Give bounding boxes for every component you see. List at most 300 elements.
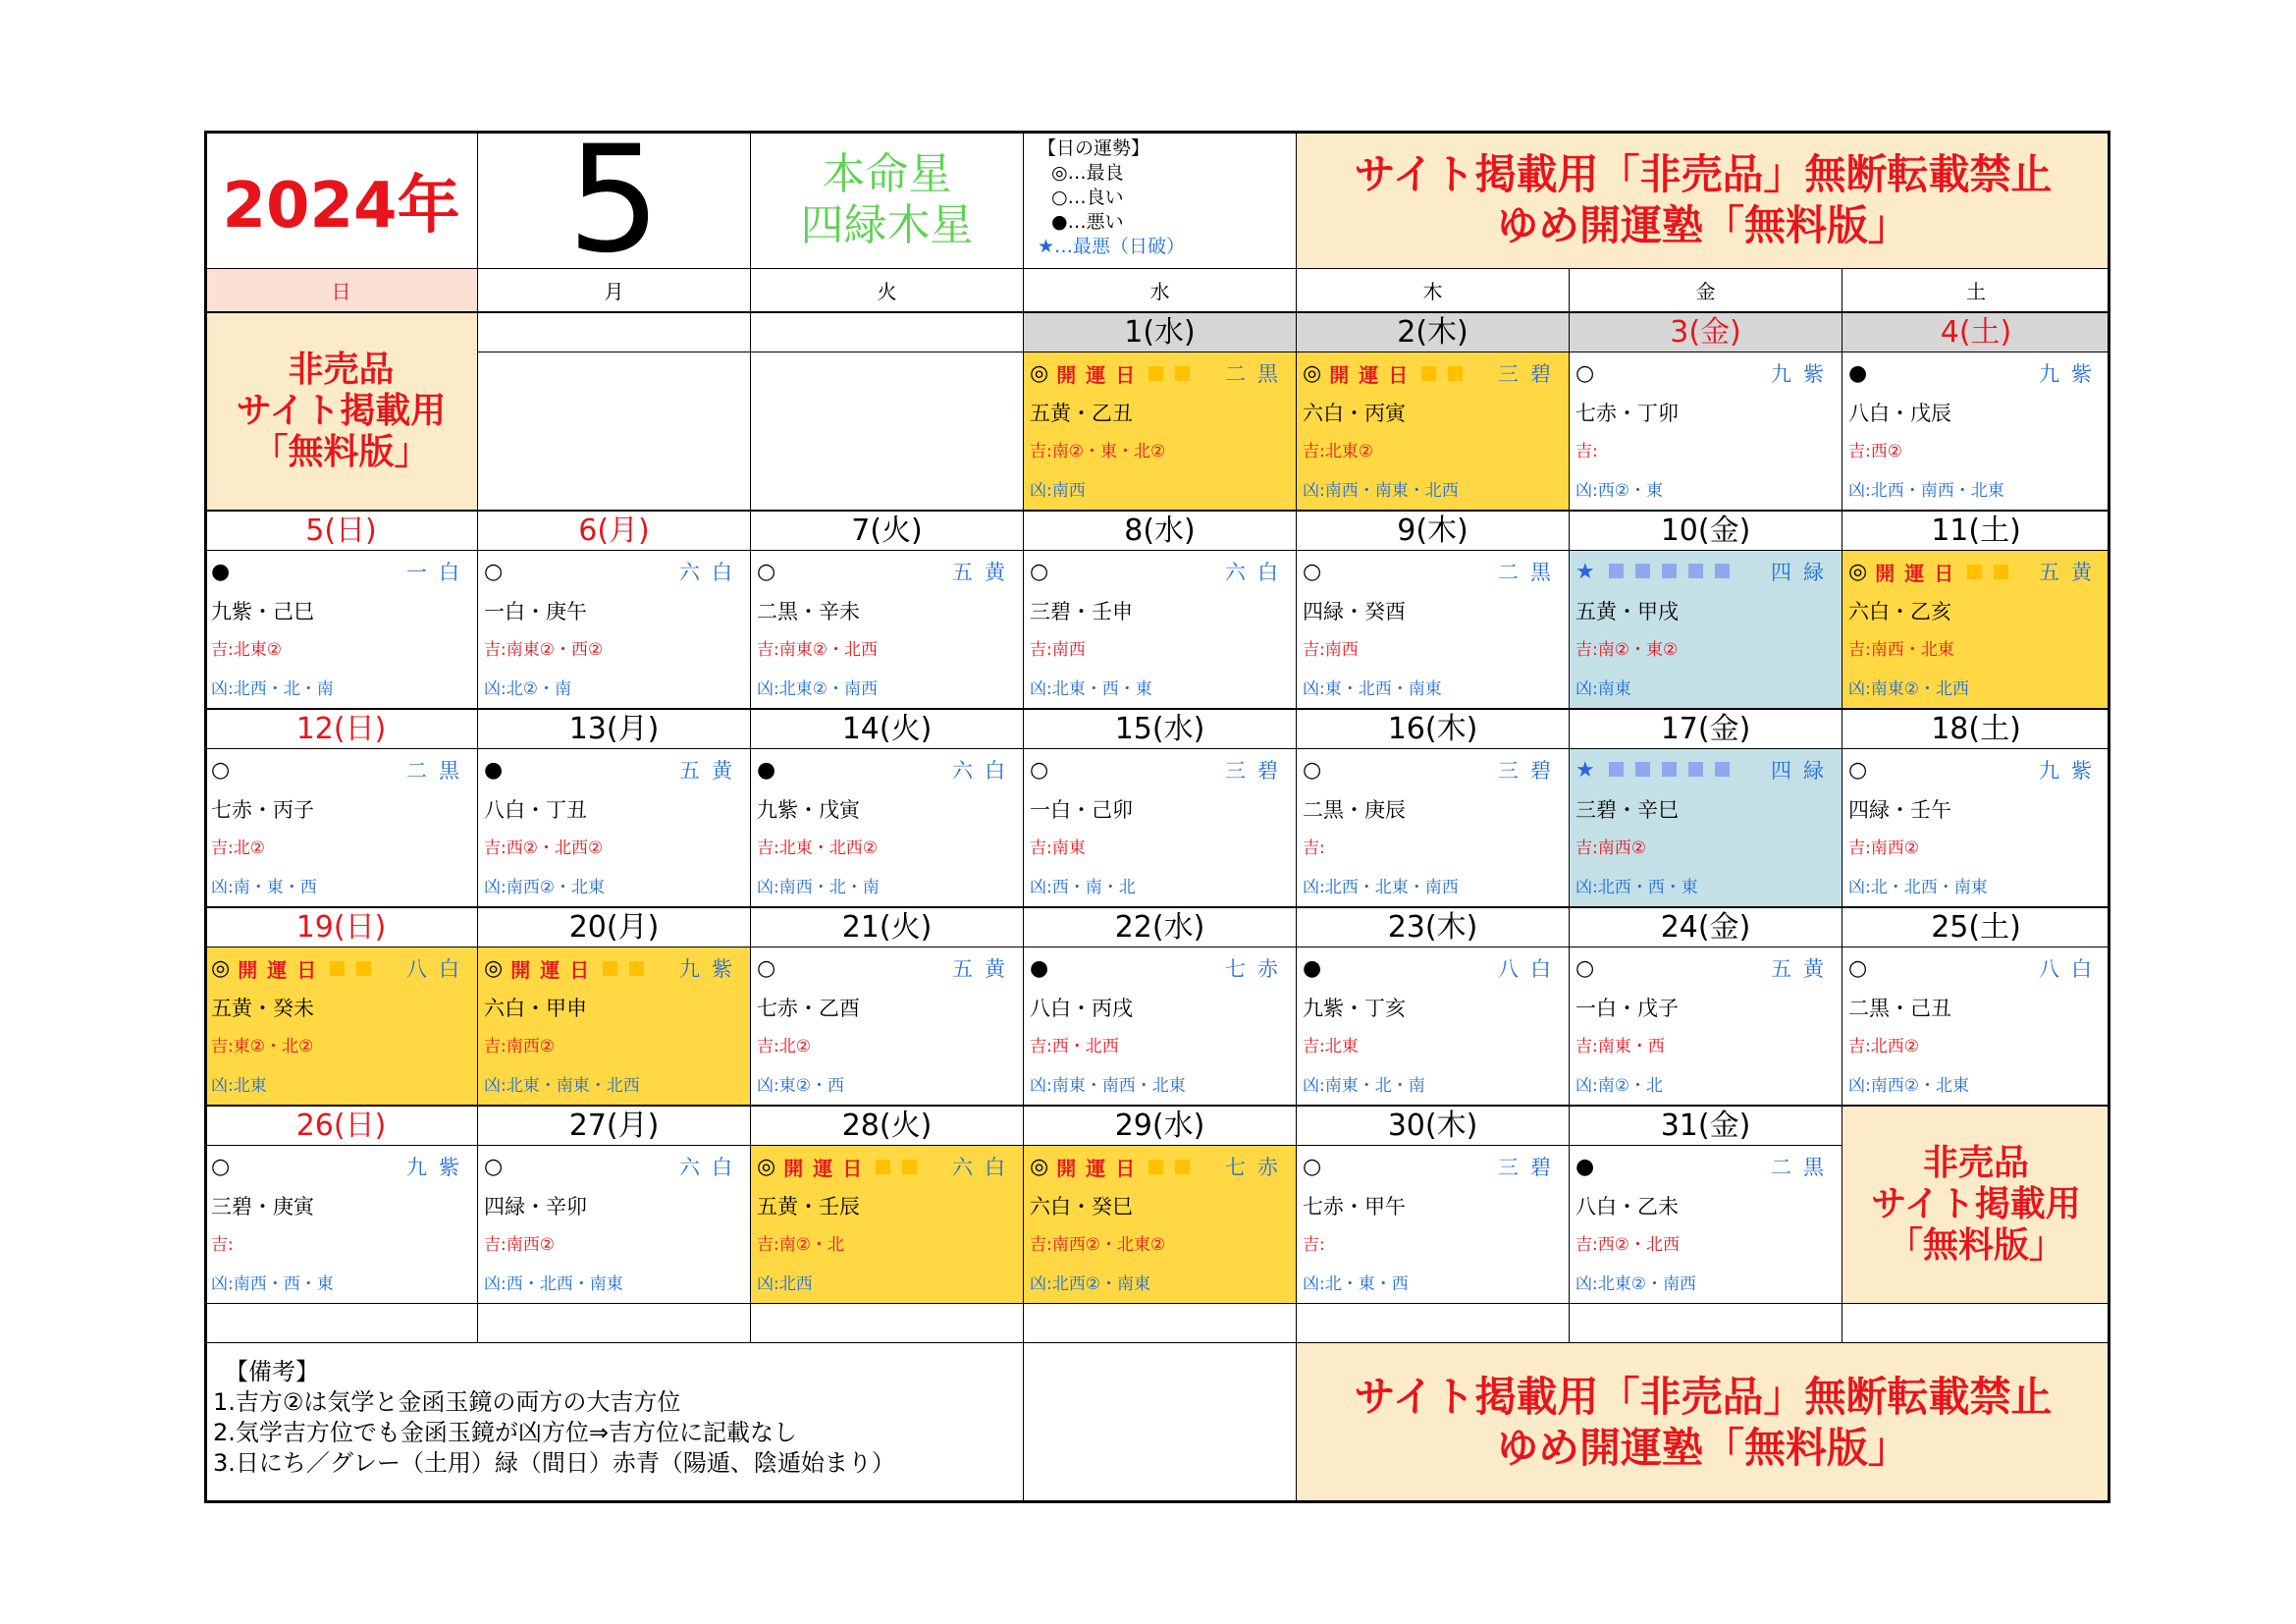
day-cell[interactable] (1842, 947, 2110, 1106)
day-number: 16(木) (1387, 711, 1478, 746)
nonsale-line2: サイト掲載用 (1871, 1184, 2081, 1224)
square-icon (1148, 366, 1163, 381)
day-number: 2(木) (1397, 314, 1468, 350)
day-number: 29(水) (1114, 1108, 1205, 1143)
square-icon (1609, 564, 1624, 578)
day-label-cell (477, 511, 751, 551)
weekday-label: 火 (877, 280, 897, 303)
fortune-line (1303, 953, 1563, 983)
spacer-cell (1569, 1303, 1842, 1343)
unlucky-directions: 凶:北西・北・南 (211, 679, 334, 699)
unlucky-directions: 凶:北西・南西・北東 (1848, 481, 2004, 501)
unlucky-directions: 凶:北・東・西 (1303, 1274, 1409, 1294)
day-number: 30(木) (1387, 1108, 1478, 1143)
fortune-mark: ◎ (211, 955, 231, 981)
nine-star-label: 六白 (679, 1156, 744, 1179)
day-label-cell (1842, 907, 2110, 947)
unlucky-directions: 凶:東・北西・南東 (1303, 679, 1442, 699)
day-label-cell (1023, 511, 1297, 551)
fortune-line (1303, 557, 1563, 586)
honmei-cell (750, 131, 1024, 269)
notice-line1: サイト掲載用「非売品」無断転載禁止 (1354, 149, 2053, 198)
fortune-mark: ○ (484, 1154, 504, 1179)
lucky-directions: 吉:北東 (1303, 1037, 1359, 1056)
unlucky-directions: 凶:西・北西・南東 (484, 1274, 623, 1294)
fortune-line (1303, 358, 1563, 388)
lucky-directions: 吉:東②・北② (211, 1037, 314, 1056)
day-cell[interactable] (750, 550, 1024, 709)
day-cell[interactable] (204, 550, 478, 709)
square-icon (1148, 1160, 1163, 1174)
day-label-cell (204, 1106, 478, 1146)
day-label-cell (1296, 1106, 1570, 1146)
unlucky-directions: 凶:南西・南東・北西 (1303, 481, 1459, 501)
day-cell[interactable] (1023, 1145, 1297, 1304)
day-label-cell (204, 907, 478, 947)
day-number: 11(土) (1931, 513, 2021, 548)
day-cell[interactable] (204, 947, 478, 1106)
kanshi-text: 三碧・庚寅 (211, 1195, 314, 1218)
fortune-mark: ○ (1575, 360, 1595, 386)
day-label-cell (204, 709, 478, 749)
weekday-label: 木 (1422, 280, 1443, 303)
unlucky-directions: 凶:南西・北・南 (757, 878, 880, 897)
kanshi-text: 五黄・癸未 (211, 997, 314, 1020)
day-label-cell (750, 709, 1024, 749)
unlucky-directions: 凶:北東②・南西 (1575, 1274, 1696, 1294)
year-label: 2024年 (222, 169, 460, 243)
empty-day (750, 352, 1024, 511)
fortune-line (211, 755, 471, 785)
fortune-mark: ● (1303, 955, 1322, 981)
day-cell[interactable] (1023, 550, 1297, 709)
day-number: 7(火) (851, 513, 923, 548)
fortune-line (484, 557, 744, 586)
lucky-directions: 吉: (1303, 1235, 1325, 1255)
kaiun-label: 開運日 (1056, 1156, 1146, 1180)
square-icon (1175, 366, 1190, 381)
day-cell[interactable] (1296, 352, 1570, 511)
day-label-cell (1296, 312, 1570, 352)
kanshi-text: 六白・癸巳 (1030, 1195, 1133, 1218)
day-number: 1(水) (1124, 314, 1196, 350)
day-cell[interactable] (1023, 748, 1297, 907)
nine-star-label: 六白 (679, 561, 744, 584)
square-icon (1715, 762, 1730, 777)
remarks-item: 1.吉方②は気学と金函玉鏡の両方の大吉方位 (213, 1388, 681, 1416)
day-label-cell (477, 709, 751, 749)
unlucky-directions: 凶:西・南・北 (1030, 878, 1136, 897)
day-cell[interactable] (1569, 748, 1842, 907)
month-number: 5 (566, 131, 662, 269)
year-cell (204, 131, 478, 269)
fortune-line (757, 1152, 1017, 1181)
footer-empty (1023, 1342, 1297, 1503)
fortune-mark: ● (1030, 955, 1049, 981)
nine-star-label: 九紫 (2039, 362, 2104, 386)
kanshi-text: 七赤・丁卯 (1575, 402, 1679, 425)
nine-star-label: 五黄 (679, 759, 744, 783)
fortune-mark: ○ (211, 757, 231, 783)
day-label-cell (1569, 709, 1842, 749)
fortune-mark: ○ (1303, 757, 1322, 783)
day-label-cell (1023, 312, 1297, 352)
lucky-directions: 吉:南東 (1030, 839, 1086, 858)
square-icon (1994, 565, 2008, 579)
day-cell[interactable] (477, 550, 751, 709)
day-cell[interactable] (477, 947, 751, 1106)
kanshi-text: 四緑・辛卯 (484, 1195, 587, 1218)
fortune-mark: ○ (211, 1154, 231, 1179)
day-number: 4(土) (1940, 314, 2012, 350)
nine-star-label: 五黄 (2039, 561, 2104, 584)
day-number: 23(木) (1387, 909, 1478, 945)
nine-star-label: 五黄 (952, 957, 1017, 981)
unlucky-directions: 凶:南②・北 (1575, 1076, 1663, 1096)
honmei-title: 本命星 (822, 148, 952, 199)
fortune-mark: ◎ (1303, 360, 1322, 386)
kanshi-text: 四緑・癸酉 (1303, 600, 1406, 623)
fortune-mark: ● (1575, 1154, 1595, 1179)
kanshi-text: 八白・丁丑 (484, 798, 587, 822)
day-number: 3(金) (1670, 314, 1741, 350)
fortune-mark: ○ (1848, 955, 1868, 981)
square-icon (1635, 762, 1650, 777)
weekday-sat (1842, 268, 2110, 312)
fortune-line (757, 953, 1017, 983)
weekday-label: 水 (1149, 280, 1170, 303)
day-cell[interactable] (477, 1145, 751, 1304)
kanshi-text: 一白・己卯 (1030, 798, 1133, 822)
lucky-directions: 吉:南②・北 (757, 1235, 844, 1255)
square-icon (1688, 762, 1703, 777)
nine-star-label: 二黒 (1498, 561, 1563, 584)
day-number: 13(月) (568, 711, 660, 746)
fortune-mark: ○ (1575, 955, 1595, 981)
square-icon (330, 961, 345, 976)
lucky-directions: 吉:北東・北西② (757, 839, 878, 858)
lucky-directions: 吉:南西② (1848, 839, 1919, 858)
lucky-directions: 吉:西・北西 (1030, 1037, 1119, 1056)
day-number: 31(金) (1660, 1108, 1751, 1143)
day-label-cell (750, 511, 1024, 551)
day-label-cell (1296, 709, 1570, 749)
fortune-line (1303, 755, 1563, 785)
unlucky-directions: 凶:南東・北・南 (1303, 1076, 1425, 1096)
kanshi-text: 九紫・戊寅 (757, 798, 860, 822)
lucky-directions: 吉: (1575, 442, 1598, 461)
kanshi-text: 三碧・壬申 (1030, 600, 1133, 623)
nine-star-label: 四緑 (1771, 759, 1836, 783)
day-label-cell (1842, 511, 2110, 551)
fortune-line (1575, 953, 1836, 983)
kaiun-label: 開運日 (783, 1156, 873, 1180)
nine-star-label: 九紫 (406, 1156, 471, 1179)
fortune-line (211, 953, 471, 983)
nine-star-label: 八白 (406, 957, 471, 981)
fortune-mark: ◎ (1030, 360, 1049, 386)
unlucky-directions: 凶:北西②・南東 (1030, 1274, 1150, 1294)
day-cell[interactable] (1569, 352, 1842, 511)
day-cell[interactable] (204, 748, 478, 907)
weekday-fri (1569, 268, 1842, 312)
kanshi-text: 八白・乙未 (1575, 1195, 1679, 1218)
square-icon (1609, 762, 1624, 777)
nine-star-label: 六白 (952, 1156, 1017, 1179)
fortune-line (1030, 755, 1290, 785)
unlucky-directions: 凶:南東・南西・北東 (1030, 1076, 1186, 1096)
lucky-directions: 吉:北② (211, 839, 265, 858)
kanshi-text: 五黄・壬辰 (757, 1195, 860, 1218)
unlucky-directions: 凶:北西・北東・南西 (1303, 878, 1459, 897)
square-icon (629, 961, 644, 976)
weekday-mon (477, 268, 751, 312)
day-cell[interactable] (1296, 1145, 1570, 1304)
weekday-label: 土 (1966, 280, 1986, 303)
day-label-cell (1842, 312, 2110, 352)
remarks-item: 2.気学吉方位でも金函玉鏡が凶方位⇒吉方位に記載なし (213, 1419, 798, 1446)
day-label-cell (1569, 1106, 1842, 1146)
square-icon (356, 961, 371, 976)
fortune-mark: ○ (1030, 757, 1049, 783)
day-cell[interactable] (477, 748, 751, 907)
day-number: 5(日) (305, 513, 377, 548)
day-cell[interactable] (1569, 947, 1842, 1106)
day-cell[interactable] (750, 1145, 1024, 1304)
nine-star-label: 一白 (406, 561, 471, 584)
day-label-cell (1569, 907, 1842, 947)
day-cell[interactable] (1842, 748, 2110, 907)
spacer-cell (1296, 1303, 1570, 1343)
day-cell[interactable] (750, 947, 1024, 1106)
lucky-directions: 吉:西②・北西② (484, 839, 604, 858)
nine-star-label: 六白 (1225, 561, 1290, 584)
fortune-line (1030, 1152, 1290, 1181)
fortune-mark: ◎ (1848, 559, 1868, 584)
unlucky-directions: 凶:南東 (1575, 679, 1631, 699)
day-number: 26(日) (295, 1108, 387, 1143)
day-number: 25(土) (1931, 909, 2021, 945)
day-label-cell (750, 1106, 1024, 1146)
nine-star-label: 五黄 (952, 561, 1017, 584)
nine-star-label: 九紫 (2039, 759, 2104, 783)
empty-label (750, 312, 1024, 352)
legend-worst: ★…最悪（日破） (1038, 236, 1186, 257)
kanshi-text: 七赤・乙酉 (757, 997, 860, 1020)
kanshi-text: 七赤・甲午 (1303, 1195, 1406, 1218)
day-label-cell (1569, 312, 1842, 352)
fortune-line (211, 1152, 471, 1181)
kaiun-label: 開運日 (510, 957, 600, 982)
fortune-mark: ◎ (484, 955, 504, 981)
day-cell[interactable] (750, 748, 1024, 907)
fortune-mark: ● (1848, 360, 1868, 386)
weekday-label: 月 (604, 280, 624, 303)
nonsale-line3: 「無料版」 (1887, 1225, 2064, 1266)
fortune-mark: ○ (1848, 757, 1868, 783)
notice-line2: ゆめ開運塾「無料版」 (1496, 200, 1909, 249)
weekday-label: 金 (1695, 280, 1716, 303)
fortune-mark: ○ (757, 559, 776, 584)
lucky-directions: 吉:北東② (211, 640, 282, 660)
day-label-cell (750, 907, 1024, 947)
day-number: 10(金) (1660, 513, 1751, 548)
lucky-directions: 吉:南東②・北西 (757, 640, 878, 660)
day-cell[interactable] (1023, 947, 1297, 1106)
day-number: 12(日) (295, 711, 387, 746)
fortune-line (484, 953, 744, 983)
lucky-directions: 吉:南②・東・北② (1030, 442, 1166, 461)
nine-star-label: 三碧 (1498, 362, 1563, 386)
day-cell[interactable] (1569, 550, 1842, 709)
kanshi-text: 六白・乙亥 (1848, 600, 1951, 623)
nine-star-label: 七赤 (1225, 957, 1290, 981)
kanshi-text: 七赤・丙子 (211, 798, 314, 822)
calendar (204, 131, 2110, 1503)
month-cell (477, 131, 751, 269)
day-number: 21(火) (841, 909, 933, 945)
kanshi-text: 八白・丙戌 (1030, 997, 1133, 1020)
unlucky-directions: 凶:南西・西・東 (211, 1274, 334, 1294)
nine-star-label: 九紫 (679, 957, 744, 981)
kanshi-text: 五黄・甲戌 (1575, 600, 1679, 623)
nonsale-badge-top (204, 312, 478, 511)
notice-top (1296, 131, 2110, 269)
remarks-item: 3.日にち／グレー（土用）緑（間日）赤青（陽遁、陰遁始まり） (213, 1449, 895, 1477)
empty-day (477, 352, 751, 511)
square-icon (1635, 564, 1650, 578)
honmei-star: 四緑木星 (800, 199, 974, 250)
fortune-mark: ○ (757, 955, 776, 981)
weekday-sun (204, 268, 478, 312)
day-number: 19(日) (295, 909, 387, 945)
day-cell[interactable] (1296, 748, 1570, 907)
kanshi-text: 五黄・乙丑 (1030, 402, 1133, 425)
day-label-cell (1023, 1106, 1297, 1146)
square-icon (1662, 762, 1677, 777)
nine-star-label: 七赤 (1225, 1156, 1290, 1179)
day-number: 15(水) (1114, 711, 1205, 746)
kanshi-text: 六白・甲申 (484, 997, 587, 1020)
unlucky-directions: 凶:南東②・北西 (1848, 679, 1969, 699)
square-icon (1662, 564, 1677, 578)
fortune-line (211, 557, 471, 586)
nine-star-label: 六白 (952, 759, 1017, 783)
unlucky-directions: 凶:南西②・北東 (1848, 1076, 1969, 1096)
nine-star-label: 二黒 (1225, 362, 1290, 386)
nine-star-label: 八白 (2039, 957, 2104, 981)
lucky-directions: 吉:南東②・西② (484, 640, 604, 660)
legend-title: 【日の運勢】 (1038, 137, 1150, 159)
day-cell[interactable] (1296, 550, 1570, 709)
day-number: 20(月) (568, 909, 660, 945)
fortune-mark: ○ (1030, 559, 1049, 584)
day-label-cell (1842, 709, 2110, 749)
kanshi-text: 一白・庚午 (484, 600, 587, 623)
unlucky-directions: 凶:北西・西・東 (1575, 878, 1698, 897)
day-cell[interactable] (1569, 1145, 1842, 1304)
day-label-cell (477, 907, 751, 947)
fortune-line (1848, 358, 2104, 388)
fortune-line (1030, 557, 1290, 586)
nonsale-line1: 非売品 (1922, 1143, 2029, 1183)
square-icon (1967, 565, 1982, 579)
lucky-directions: 吉: (1303, 839, 1325, 858)
day-label-cell (1296, 907, 1570, 947)
kanshi-text: 二黒・庚辰 (1303, 798, 1406, 822)
weekday-label: 日 (331, 280, 351, 303)
day-cell[interactable] (1296, 947, 1570, 1106)
lucky-directions: 吉:南西 (1303, 640, 1359, 660)
kaiun-label: 開運日 (1875, 561, 1964, 585)
unlucky-directions: 凶:西②・東 (1575, 481, 1663, 501)
nonsale-line3: 「無料版」 (252, 432, 430, 472)
day-number: 18(土) (1931, 711, 2021, 746)
square-icon (1715, 564, 1730, 578)
lucky-directions: 吉:南西② (1575, 839, 1646, 858)
fortune-mark: ○ (1303, 559, 1322, 584)
spacer-cell (477, 1303, 751, 1343)
kanshi-text: 四緑・壬午 (1848, 798, 1951, 822)
fortune-mark: ○ (484, 559, 504, 584)
remarks-title: 【備考】 (225, 1358, 319, 1385)
kaiun-label: 開運日 (1329, 362, 1418, 387)
fortune-line (1848, 755, 2104, 785)
nonsale-badge-bottom (1842, 1106, 2110, 1304)
day-number: 9(木) (1397, 513, 1468, 548)
unlucky-directions: 凶:北東・南東・北西 (484, 1076, 640, 1096)
unlucky-directions: 凶:南西②・北東 (484, 878, 605, 897)
day-number: 8(水) (1124, 513, 1196, 548)
spacer-cell (1842, 1303, 2110, 1343)
nonsale-line2: サイト掲載用 (236, 391, 447, 431)
lucky-directions: 吉:南西 (1030, 640, 1086, 660)
fortune-line (1575, 1152, 1836, 1181)
notice-line2: ゆめ開運塾「無料版」 (1496, 1424, 1909, 1472)
kanshi-text: 二黒・辛未 (757, 600, 860, 623)
unlucky-directions: 凶:北東②・南西 (757, 679, 878, 699)
lucky-directions: 吉:北② (757, 1037, 811, 1056)
lucky-directions: 吉:南西・北東 (1848, 640, 1954, 660)
kanshi-text: 八白・戊辰 (1848, 402, 1951, 425)
kaiun-label: 開運日 (238, 957, 327, 982)
kanshi-text: 二黒・己丑 (1848, 997, 1951, 1020)
day-label-cell (1296, 511, 1570, 551)
fortune-line (1575, 755, 1836, 785)
kaiun-label: 開運日 (1056, 362, 1146, 387)
nine-star-label: 四緑 (1771, 561, 1836, 584)
lucky-directions: 吉:南西②・北東② (1030, 1235, 1166, 1255)
legend-good: ○…良い (1051, 187, 1124, 208)
nine-star-label: 三碧 (1498, 759, 1563, 783)
empty-label (477, 312, 751, 352)
day-cell[interactable] (1842, 352, 2110, 511)
square-icon (1175, 1160, 1190, 1174)
lucky-directions: 吉: (211, 1235, 234, 1255)
lucky-directions: 吉:北西② (1848, 1037, 1919, 1056)
kanshi-text: 九紫・己巳 (211, 600, 314, 623)
fortune-mark: ● (211, 559, 231, 584)
fortune-mark: ● (757, 757, 776, 783)
nonsale-line1: 非売品 (288, 350, 395, 390)
day-cell[interactable] (204, 1145, 478, 1304)
fortune-line (757, 557, 1017, 586)
day-label-cell (1023, 907, 1297, 947)
day-cell[interactable] (1842, 550, 2110, 709)
day-cell[interactable] (1023, 352, 1297, 511)
square-icon (1421, 366, 1436, 381)
nine-star-label: 三碧 (1225, 759, 1290, 783)
